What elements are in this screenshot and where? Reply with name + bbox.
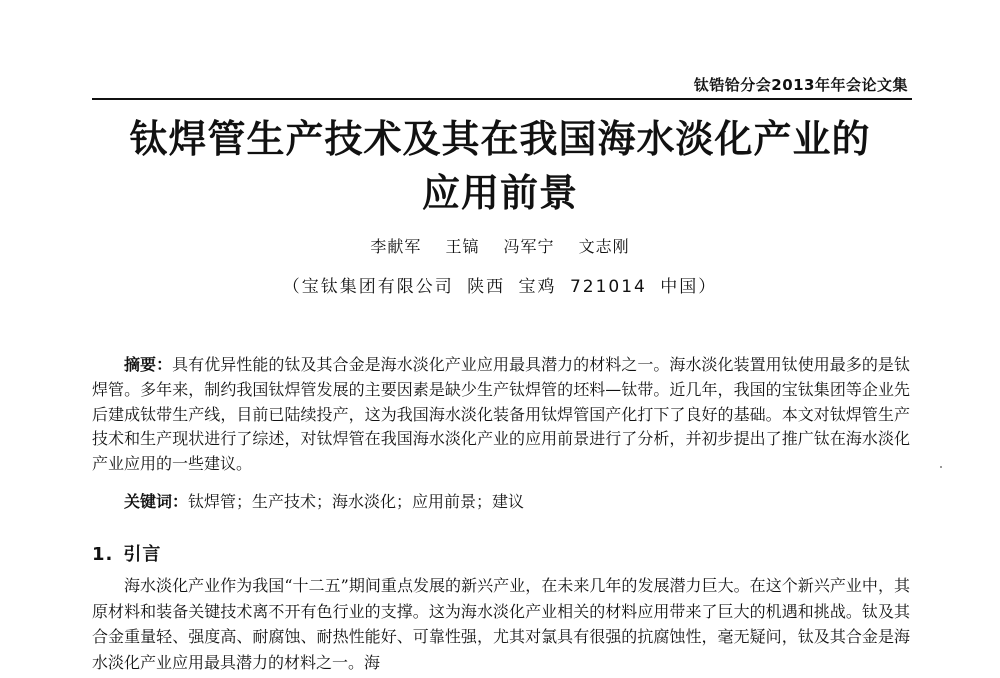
abstract	[92, 353, 910, 477]
affiliation: （宝钛集团有限公司 陕西 宝鸡 721014 中国）	[282, 277, 718, 297]
section-title: 引言	[123, 544, 162, 565]
keywords-label: 关键词：	[124, 492, 189, 511]
header-rule	[92, 98, 912, 100]
abstract-text: 具有优异性能的钛及其合金是海水淡化产业应用最具潜力的材料之一。海水淡化装置用钛使用最多的是钛焊管。多年来，制约我国钛焊管发展的主要因素是缺少生产钛焊管的坯料—钛带。近几年，我国的宝钛集团等企业先后建成钛带生产线，目前已陆续投产，这为我国海水淡化装备用钛焊管国产化打下了良好的基础。本文对钛焊管生产技术和生产现状进行了综述，对钛焊管在我国海水淡化产业的应用前景进行了分析，并初步提出了推广钛在海水淡化产业应用的一些建议。	[92, 355, 910, 474]
paper-title-line-2: 应用前景	[421, 170, 578, 215]
paper-title-line-1: 钛焊管生产技术及其在我国海水淡化产业的	[129, 116, 871, 161]
scan-speck	[940, 466, 942, 468]
section-heading-introduction	[92, 540, 161, 566]
introduction-body: 海水淡化产业作为我国“十二五”期间重点发展的新兴产业，在未来几年的发展潜力巨大。在这个新兴产业中，其原材料和装备关键技术离不开有色行业的支撑。这为海水淡化产业相关的材料应用带来了巨大的机遇和挑战。钛及其合金重量轻、强度高、耐腐蚀、耐热性能好、可靠性强，尤其对氯具有很强的抗腐蚀性，毫无疑问，钛及其合金是海水淡化产业应用最具潜力的材料之一。海	[92, 576, 910, 672]
running-header: 钛锆铪分会2013年年会论文集	[693, 76, 908, 94]
author-list	[0, 234, 1000, 257]
author-name: 冯军宁	[503, 237, 555, 256]
paper-title	[60, 112, 940, 220]
keywords	[124, 489, 524, 512]
abstract-label: 摘要：	[124, 355, 173, 374]
keywords-text: 钛焊管；生产技术；海水淡化；应用前景；建议	[188, 492, 525, 511]
author-name: 文志刚	[578, 237, 630, 256]
section-number: 1.	[92, 544, 114, 565]
author-name: 李献军	[370, 237, 422, 256]
author-name: 王镐	[445, 237, 480, 256]
